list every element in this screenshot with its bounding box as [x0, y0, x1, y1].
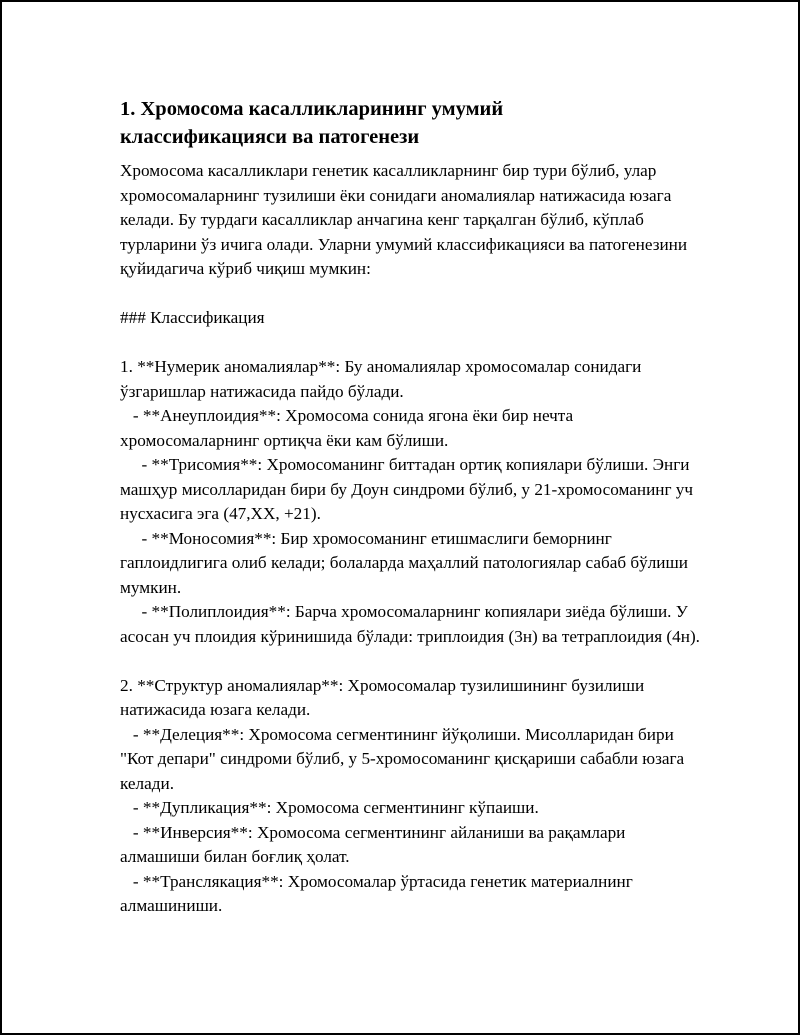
list-item-duplication: - **Дупликация**: Хромосома сегментининг кўпаиши.	[120, 798, 539, 817]
list-item-numeric: 1. **Нумерик аномалиялар**: Бу аномалиялар хромосомалар сонидаги ўзгаришлар натижасида пайдо бўлади.	[120, 357, 646, 401]
spacer	[120, 331, 700, 356]
list-item-deletion: - **Делеция**: Хромосома сегментининг йўқолиши. Мисолларидан бири "Кот депари" синдроми бўлиб, у 5-хромосоманинг қисқариши сабабли юзага келади.	[120, 724, 689, 793]
list-item-aneuploidy: - **Анеуплоидия**: Хромосома сонида ягона ёки бир нечта хромосомаларнинг ортиқча ёки кам бўлиши.	[120, 406, 578, 450]
list-item-polyploidy: - **Полиплоидия**: Барча хромосомаларнинг копиялари зиёда бўлиши. У асосан уч плоидия кўринишида бўлади: триплоидия (3н) ва тетраплоидия (4н).	[120, 602, 700, 646]
document-content	[120, 95, 700, 919]
list-item-structural: 2. **Структур аномалиялар**: Хромосомалар тузилишининг бузилиши натижасида юзага келади.	[120, 675, 649, 719]
intro-paragraph: Хромосома касалликлари генетик касалликларнинг бир тури бўлиб, улар хромосомаларнинг тузилиши ёки сонидаги аномалиялар натижасида юзага келади. Бу турдаги касалликлар анчагина кенг тарқалган бўлиб, кўплаб турларини ўз ичига олади. Уларни умумий классификацияси ва патогенезини қуйидагича кўриб чиқиш мумкин:	[120, 161, 692, 278]
list-item-monosomy: - **Моносомия**: Бир хромосоманинг етишмаслиги беморнинг гаплоидлигига олиб келади; болаларда маҳаллий патологиялар сабаб бўлиши мумкин.	[120, 528, 693, 597]
list-item-inversion: - **Инверсия**: Хромосома сегментининг айланиши ва рақамлари алмашиши билан боғлиқ ҳолат.	[120, 822, 630, 866]
list-item-translocation: - **Транслякация**: Хромосомалар ўртасида генетик материалнинг алмашиниши.	[120, 871, 638, 915]
document-title	[120, 95, 700, 151]
spacer	[120, 649, 700, 674]
title-line-2: классификацияси ва патогенези	[120, 126, 420, 148]
spacer	[120, 282, 700, 307]
title-line-1: 1. Хромосома касалликларининг умумий	[120, 98, 504, 120]
section-heading: ### Классификация	[120, 308, 265, 327]
list-item-trisomy: - **Трисомия**: Хромосоманинг биттадан ортиқ копиялари бўлиши. Энги машҳур мисолларидан бири бу Доун синдроми бўлиб, у 21-хромосоманинг уч нусхасига эга (47,XX, +21).	[120, 455, 698, 523]
